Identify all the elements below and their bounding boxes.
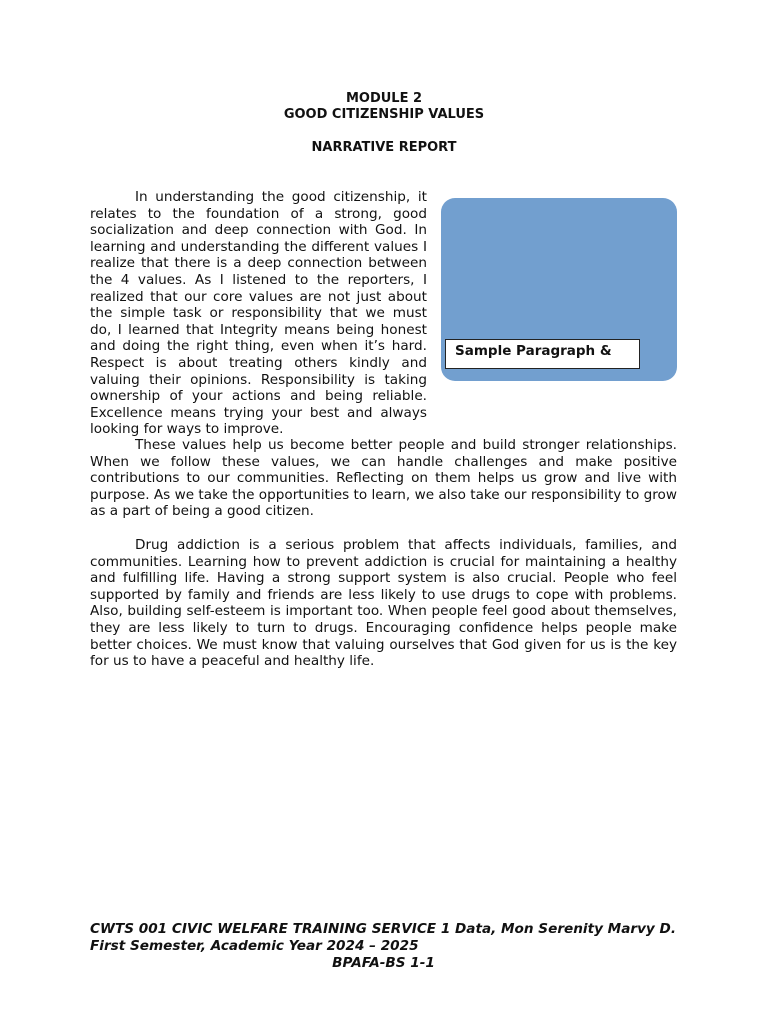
paragraph-intro: In understanding the good citizenship, it relates to the foundation of a strong, good socialization and deep connection with God. In learning and understanding the different values I realize that there is a deep connection between the 4 values. As I listened to the reporters, I realized that our core values are not just about the simple task or responsibility that we must do, I learned that Integrity means being honest and doing the right thing, even when it’s hard. Respect is about treating others kindly and valuing their opinions. Responsibility is taking ownership of your actions and being reliable. Excellence means trying your best and always looking for ways to improve.	[90, 189, 427, 438]
drug-section	[90, 537, 677, 670]
module-title: MODULE 2	[345, 91, 423, 106]
footer-section: BPAFA-BS 1-1	[332, 955, 435, 971]
sidebar-caption: Sample Paragraph &	[445, 339, 640, 369]
intro-section	[90, 189, 427, 438]
footer-semester: First Semester, Academic Year 2024 – 2025	[90, 938, 419, 954]
report-title: NARRATIVE REPORT	[311, 140, 457, 155]
paragraph-values: These values help us become better people and build stronger relationships. When we follow these values, we can handle challenges and make positive contributions to our communities. Reflecting on them helps us grow and live with purpose. As we take the opportunities to learn, we also take our responsibility to grow as a part of being a good citizen.	[90, 437, 677, 520]
values-section	[90, 437, 677, 520]
paragraph-drug-addiction: Drug addiction is a serious problem that affects individuals, families, and communities. Learning how to prevent addiction is crucial for maintaining a healthy and fulfilling life. Having a strong support system is also crucial. People who feel supported by family and friends are less likely to use drugs to cope with problems. Also, building self-esteem is important too. When people feel good about themselves, they are less likely to turn to drugs. Encouraging confidence helps people make better choices. We must know that valuing ourselves that God given for us is the key for us to have a peaceful and healthy life.	[90, 537, 677, 670]
footer-course-name: CWTS 001 CIVIC WELFARE TRAINING SERVICE 1 Data, Mon Serenity Marvy D.	[90, 921, 676, 937]
footer	[90, 921, 677, 972]
module-subject: GOOD CITIZENSHIP VALUES	[283, 107, 485, 122]
